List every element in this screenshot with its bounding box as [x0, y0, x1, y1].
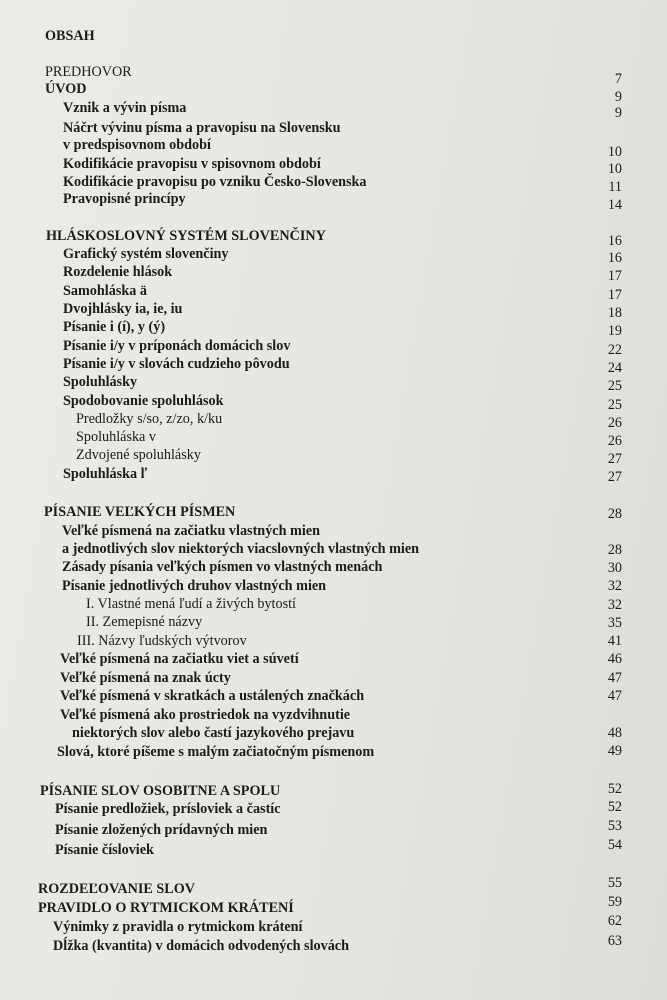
- toc-entry-page-number: 26: [607, 415, 622, 431]
- toc-entry-title: Písanie jednotlivých druhov vlastných mien: [62, 578, 327, 594]
- toc-entry-title: ÚVOD: [45, 81, 87, 97]
- toc-entry-title: Veľké písmená na začiatku vlastných mien: [62, 523, 320, 539]
- toc-entry-title: Písanie i/y v príponách domácich slov: [63, 338, 291, 354]
- toc-entry-title: Písanie zložených prídavných mien: [55, 822, 268, 838]
- toc-entry-title: PREDHOVOR: [45, 64, 132, 80]
- toc-entry-page-number: 18: [607, 305, 622, 321]
- toc-entry-title: Kodifikácie pravopisu po vzniku Česko-Slovenska: [63, 174, 367, 190]
- toc-entry-title: Veľké písmená na znak úcty: [60, 670, 231, 686]
- toc-entry-page-number: 53: [607, 818, 622, 834]
- toc-entry-title: v predspisovnom období: [63, 137, 211, 153]
- toc-heading: OBSAH: [45, 28, 95, 44]
- toc-entry-title: ROZDEĽOVANIE SLOV: [38, 881, 196, 897]
- toc-entry-title: Veľké písmená v skratkách a ustálených značkách: [60, 688, 365, 704]
- toc-entry-page-number: 55: [607, 875, 622, 891]
- toc-entry-title: Spodobovanie spoluhlások: [63, 393, 224, 409]
- toc-entry-title: Grafický systém slovenčiny: [63, 246, 229, 262]
- toc-entry-title: Zásady písania veľkých písmen vo vlastných menách: [62, 559, 383, 575]
- toc-entry-title: Pravopisné princípy: [63, 191, 186, 207]
- toc-entry-page-number: 27: [607, 451, 622, 467]
- toc-entry-title: II. Zemepisné názvy: [86, 614, 203, 630]
- toc-entry-title: PRAVIDLO O RYTMICKOM KRÁTENÍ: [38, 900, 294, 916]
- toc-entry-page-number: 17: [607, 287, 622, 303]
- toc-entry-title: PÍSANIE SLOV OSOBITNE A SPOLU: [40, 783, 281, 799]
- toc-entry-page-number: 10: [607, 144, 622, 160]
- toc-entry-title: Spoluhláska ľ: [63, 466, 148, 482]
- toc-entry-page-number: 63: [607, 933, 622, 949]
- toc-entry-page-number: 25: [607, 378, 622, 394]
- toc-entry-page-number: 46: [607, 651, 622, 667]
- toc-entry-page-number: 28: [607, 542, 622, 558]
- toc-entry-page-number: 22: [607, 342, 622, 358]
- toc-entry-title: Písanie čísloviek: [55, 842, 154, 858]
- toc-entry-page-number: 25: [607, 397, 622, 413]
- toc-entry-page-number: 48: [607, 725, 622, 741]
- toc-entry-page-number: 32: [607, 578, 622, 594]
- toc-entry-title: Výnimky z pravidla o rytmickom krátení: [53, 919, 303, 935]
- toc-entry-title: III. Názvy ľudských výtvorov: [77, 633, 247, 649]
- toc-entry-page-number: 24: [607, 360, 622, 376]
- toc-entry-page-number: 26: [607, 433, 622, 449]
- toc-entry-title: niektorých slov alebo častí jazykového prejavu: [72, 725, 355, 741]
- toc-entry-title: HLÁSKOSLOVNÝ SYSTÉM SLOVENČINY: [46, 228, 326, 244]
- toc-entry-title: Samohláska ä: [63, 283, 147, 299]
- toc-entry-page-number: 16: [607, 250, 622, 266]
- toc-entry-page-number: 9: [614, 89, 622, 105]
- toc-entry-title: Písanie predložiek, prísloviek a častíc: [55, 801, 281, 817]
- toc-entry-page-number: 14: [607, 197, 622, 213]
- toc-entry-page-number: 30: [607, 560, 622, 576]
- toc-entry-page-number: 47: [607, 688, 622, 704]
- toc-entry-title: I. Vlastné mená ľudí a živých bytostí: [86, 596, 296, 612]
- toc-entry-page-number: 62: [607, 913, 622, 929]
- toc-entry-page-number: 35: [607, 615, 622, 631]
- toc-entry-page-number: 17: [607, 268, 622, 284]
- toc-entry-title: PÍSANIE VEĽKÝCH PÍSMEN: [44, 504, 236, 520]
- toc-entry-page-number: 10: [607, 161, 622, 177]
- toc-entry-page-number: 54: [607, 837, 622, 853]
- toc-entry-title: Zdvojené spoluhlásky: [76, 447, 201, 463]
- toc-entry-title: Rozdelenie hlások: [63, 264, 173, 280]
- toc-entry-page-number: 11: [608, 179, 622, 195]
- toc-entry-title: Písanie i (í), y (ý): [63, 319, 166, 335]
- toc-entry-page-number: 27: [607, 469, 622, 485]
- toc-entry-page-number: 16: [607, 233, 622, 249]
- toc-entry-title: Dĺžka (kvantita) v domácich odvodených slovách: [53, 938, 349, 954]
- toc-entry-page-number: 7: [614, 71, 622, 87]
- toc-entry-title: a jednotlivých slov niektorých viacslovných vlastných mien: [62, 541, 420, 557]
- toc-entry-title: Kodifikácie pravopisu v spisovnom období: [63, 156, 321, 172]
- toc-entry-page-number: 28: [607, 506, 622, 522]
- toc-entry-page-number: 41: [607, 633, 622, 649]
- toc-entry-title: Slová, ktoré píšeme s malým začiatočným písmenom: [57, 744, 375, 760]
- toc-entry-page-number: 19: [607, 323, 622, 339]
- toc-entry-page-number: 47: [607, 670, 622, 686]
- toc-entry-title: Náčrt vývinu písma a pravopisu na Slovensku: [63, 120, 341, 136]
- toc-entry-title: Predložky s/so, z/zo, k/ku: [76, 411, 223, 427]
- toc-entry-title: Písanie i/y v slovách cudzieho pôvodu: [63, 356, 290, 372]
- toc-entry-title: Spoluhláska v: [76, 429, 156, 445]
- toc-entry-page-number: 9: [614, 105, 622, 121]
- toc-entry-title: Veľké písmená ako prostriedok na vyzdvihnutie: [60, 707, 351, 723]
- toc-entry-title: Veľké písmená na začiatku viet a súvetí: [60, 651, 299, 667]
- toc-entry-page-number: 52: [607, 799, 622, 815]
- toc-entry-page-number: 52: [607, 781, 622, 797]
- toc-entry-title: Dvojhlásky ia, ie, iu: [63, 301, 183, 317]
- toc-entry-page-number: 59: [607, 894, 622, 910]
- toc-entry-title: Vznik a vývin písma: [63, 100, 187, 116]
- toc-entry-title: Spoluhlásky: [63, 374, 138, 390]
- toc-entry-page-number: 32: [607, 597, 622, 613]
- toc-entry-page-number: 49: [607, 743, 622, 759]
